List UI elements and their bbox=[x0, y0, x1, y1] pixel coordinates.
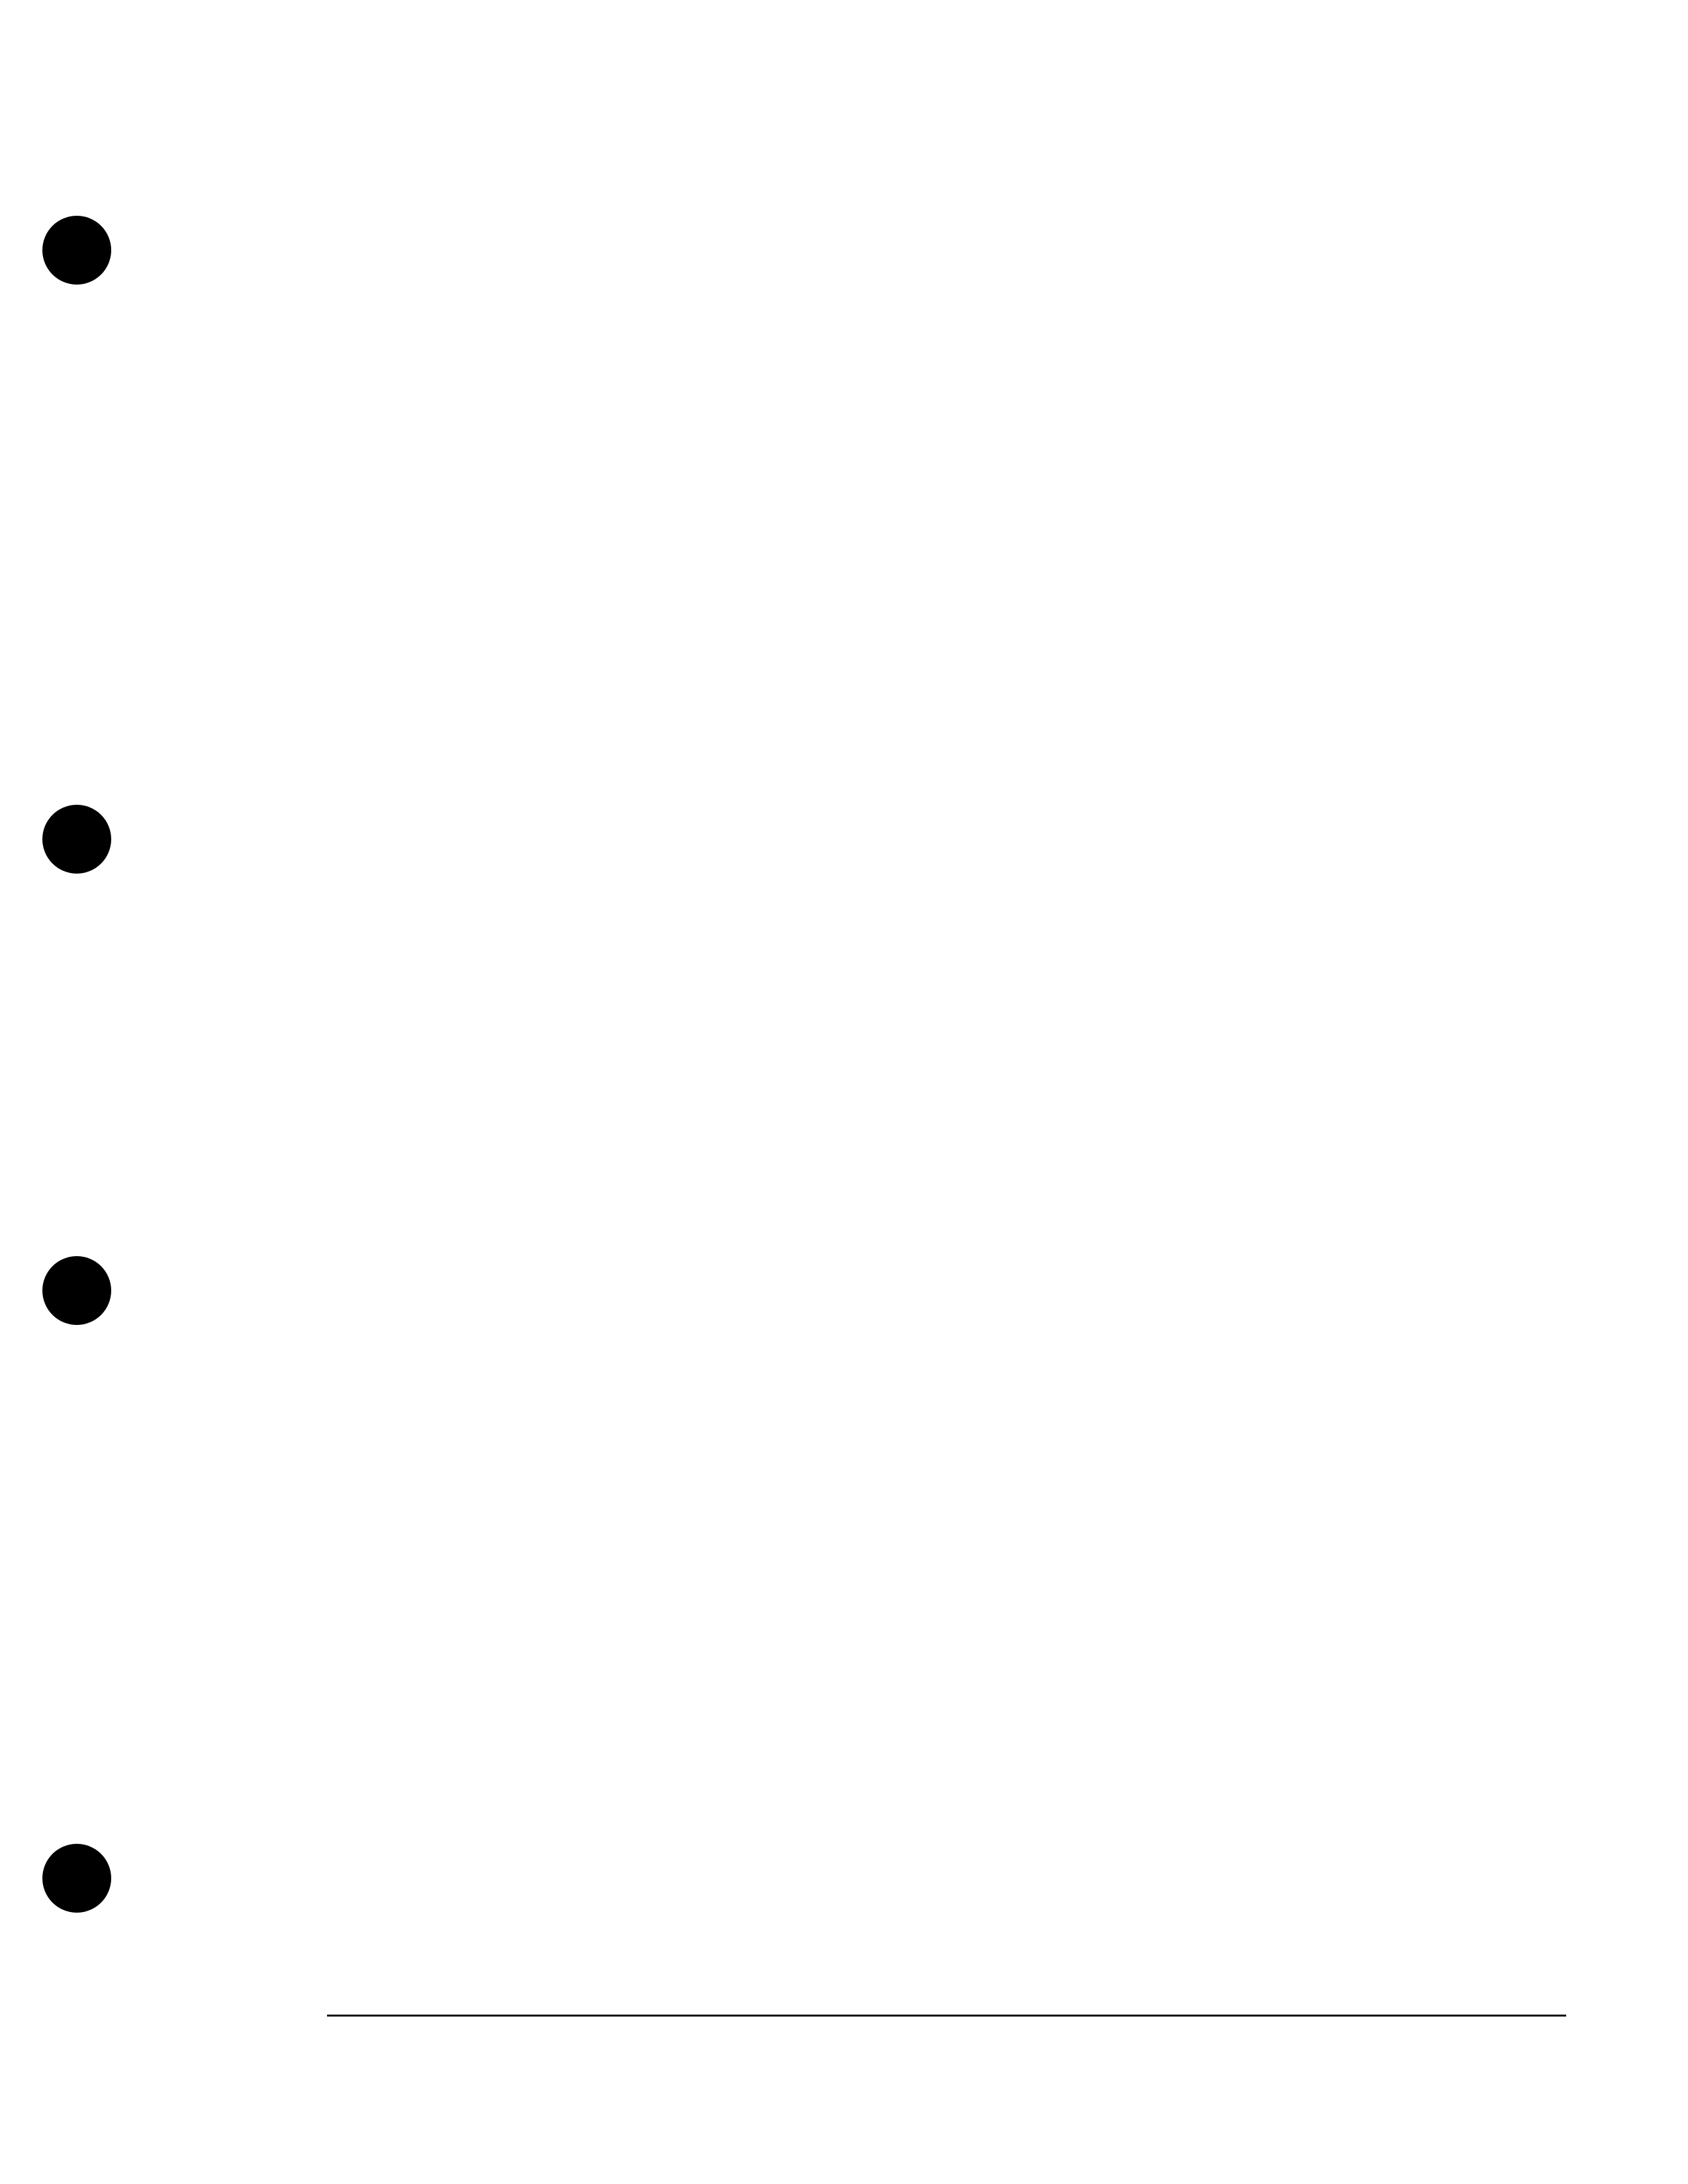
binder-hole-3 bbox=[42, 1256, 111, 1325]
binder-hole-4 bbox=[42, 1844, 111, 1913]
binder-hole-2 bbox=[42, 805, 111, 874]
footer-rule bbox=[327, 2015, 1566, 2017]
binder-hole-1 bbox=[42, 216, 111, 285]
